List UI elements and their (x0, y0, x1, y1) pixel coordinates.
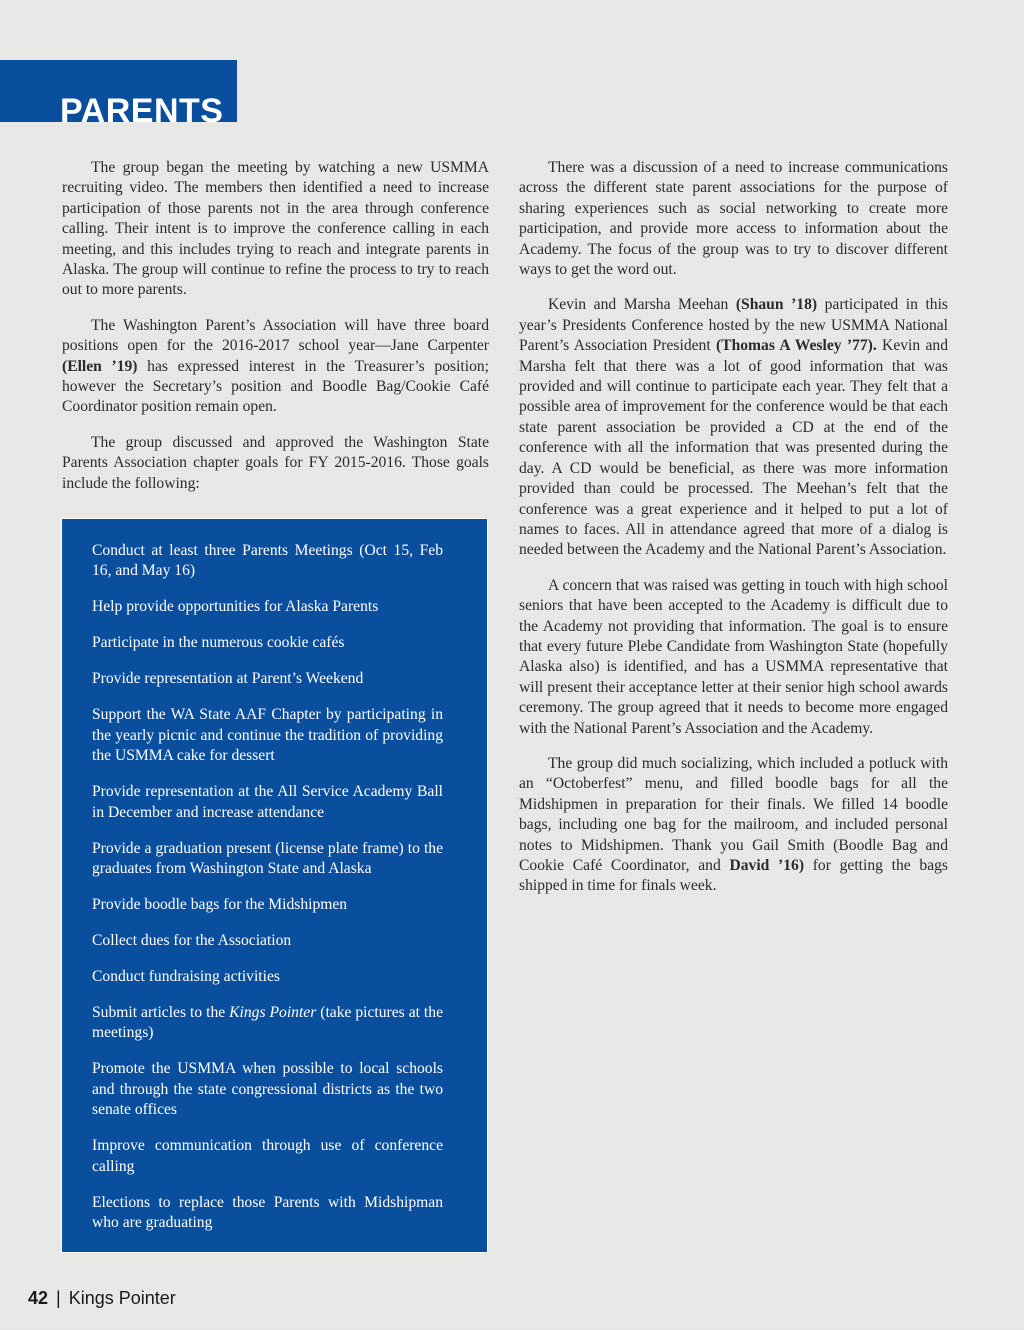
paragraph: The group did much socializing, which included a potluck with an “Octoberfest” menu, and filled boodle bags for all the Midshipmen in preparation for their finals. We filled 14 boodle bags, including one bag for the mailroom, and included personal notes to Midshipmen. Thank you Gail Smith (Boodle Bag and Cookie Café Coordinator, and David ’16) for getting the bags shipped in time for finals week. (519, 754, 948, 895)
goal-item: Participate in the numerous cookie cafés (92, 634, 345, 652)
goal-item: Conduct at least three Parents Meetings (Oct 15, Feb 16, and May 16) (92, 542, 443, 580)
goal-item: Conduct fundraising activities (92, 968, 280, 986)
goal-item: Provide representation at Parent’s Weekend (92, 670, 364, 688)
goal-item: Collect dues for the Association (92, 932, 292, 950)
goal-item: Improve communication through use of conference calling (92, 1137, 443, 1175)
goals-box (61, 518, 488, 1253)
goal-item: Provide a graduation present (license plate frame) to the graduates from Washington State and Alaska (92, 839, 443, 878)
page-number: 42 (28, 1288, 49, 1308)
paragraph: There was a discussion of a need to increase communications across the different state parent associations for the purpose of sharing experiences such as social networking to create more participation, and provide more access to information about the Academy. The focus of the group was to try to discover different ways to get the word out. (519, 159, 948, 279)
goal-item: Support the WA State AAF Chapter by participating in the yearly picnic and continue the tradition of providing the USMMA cake for dessert (92, 706, 443, 765)
paragraph: Kevin and Marsha Meehan (Shaun ’18) participated in this year’s Presidents Conference hosted by the new USMMA National Parent’s Association President (Thomas A Wesley ’77). Kevin and Marsha felt that there was a lot of good information that was provided and will continue to participate each year. They felt that a possible area of improvement for the conference would be that each state parent association be provided a CD at the end of the conference with all the information that was presented during the day. A CD would be beneficial, as there was more information provided than could be processed. The Meehan’s felt that the conference was a great experience and it helped to put a lot of names to faces. All in attendance agreed that more of a dialog is needed between the Academy and the National Parent’s Association. (519, 296, 948, 559)
goals-list (62, 519, 487, 1233)
goal-item: Provide boodle bags for the Midshipmen (92, 896, 348, 914)
page-footer (28, 1288, 176, 1309)
paragraph: The Washington Parent’s Association will have three board positions open for the 2016-2017 school year—Jane Carpenter (Ellen ’19) has expressed interest in the Treasurer’s position; however the Secretary’s position and Boodle Bag/Cookie Café Coordinator position remain open. (62, 316, 489, 416)
goal-item: Help provide opportunities for Alaska Parents (92, 598, 379, 616)
goal-item: Promote the USMMA when possible to local schools and through the state congressional districts as the two senate offices (92, 1060, 443, 1119)
paragraph: A concern that was raised was getting in touch with high school seniors that have been accepted to the Academy is difficult due to the Academy not providing that information. The goal is to ensure that every future Plebe Candidate from Washington State (hopefully Alaska also) is identified, and has a USMMA representative that will present their acceptance letter at their senior high school awards ceremony. The group agreed that it needs to become more engaged with the National Parent’s Association and the Academy. (519, 576, 948, 737)
goal-item: Submit articles to the Kings Pointer (take pictures at the meetings) (92, 1004, 443, 1042)
right-column (519, 158, 948, 912)
goal-item: Elections to replace those Parents with Midshipman who are graduating (92, 1193, 443, 1232)
footer-separator: | (56, 1288, 61, 1308)
goal-item: Provide representation at the All Service Academy Ball in December and increase attendance (92, 783, 443, 821)
section-title: PARENTS (60, 92, 224, 130)
paragraph: The group began the meeting by watching a new USMMA recruiting video. The members then identified a need to increase participation of those parents not in the area through conference calling. Their intent is to improve the conference calling in each meeting, and this includes trying to reach and integrate parents in Alaska. The group will continue to refine the process to try to reach out to more parents. (62, 159, 489, 299)
publication-name: Kings Pointer (68, 1288, 176, 1308)
paragraph: The group discussed and approved the Washington State Parents Association chapter goals for FY 2015-2016. Those goals include the following: (62, 433, 489, 492)
section-header-tab (0, 60, 237, 130)
left-column (62, 158, 489, 509)
